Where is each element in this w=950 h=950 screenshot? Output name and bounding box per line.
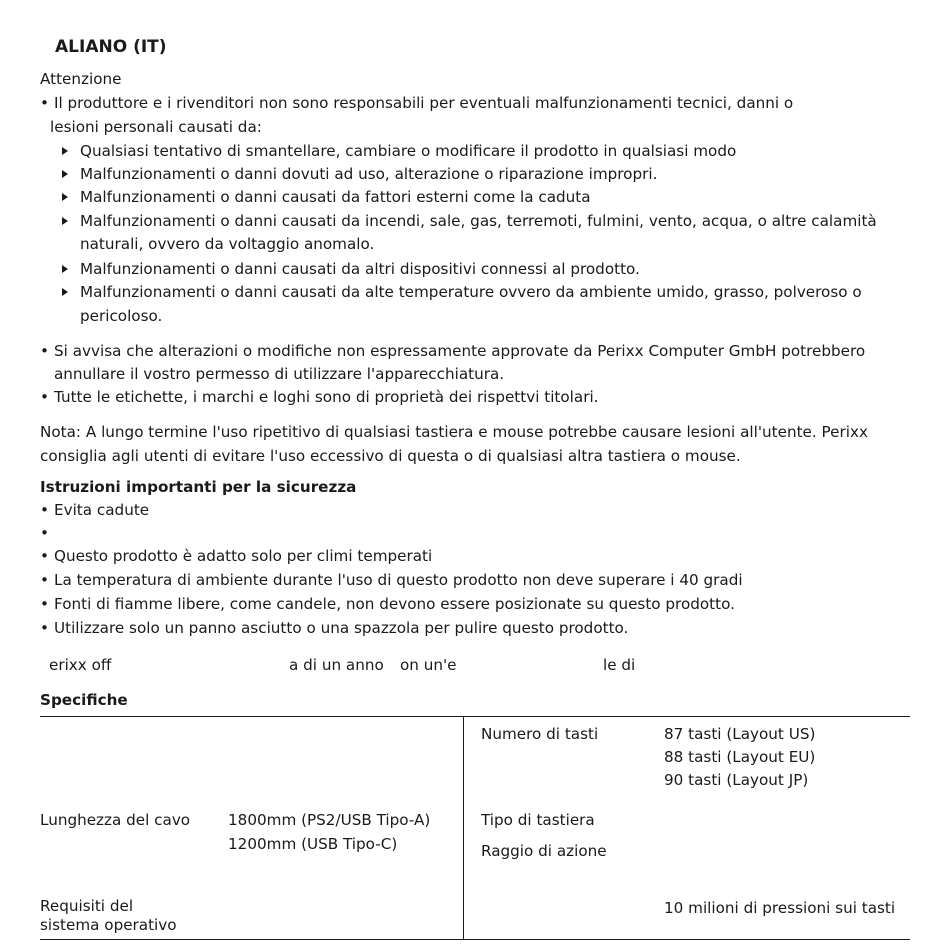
modification-notice-continued: annullare il vostro permesso di utilizzare l'apparecchiatura. [54,365,505,383]
disclaimer-intro: • Il produttore e i rivenditori non sono responsabili per eventuali malfunzionamenti tecnici, danni o [40,92,793,115]
disclaimer-item-continued: naturali, ovvero da voltaggio anomalo. [80,235,375,253]
disclaimer-item: Malfunzionamenti o danni causati da incendi, sale, gas, terremoti, fulmini, vento, acqua, o altre calamità [62,210,877,233]
specs-bottom-rule [40,939,910,940]
warranty-fragment: on un'e [400,656,457,674]
safety-item: • Utilizzare solo un panno asciutto o una spazzola per pulire questo prodotto. [40,617,628,640]
attention-heading: Attenzione [40,70,122,88]
warranty-fragment: a di un anno [289,656,384,674]
keyboard-type-label: Tipo di tastiera [481,811,595,829]
os-requirements-label: Requisiti del sistema operativo [40,897,177,934]
disclaimer-item: Malfunzionamenti o danni causati da alte temperature ovvero da ambiente umido, grasso, polveroso o [62,281,862,304]
safety-item [40,522,54,545]
specs-column-divider [463,716,464,940]
triangle-bullet-icon [62,147,68,155]
safety-item: • Questo prodotto è adatto solo per climi temperati [40,545,432,568]
operating-range-label: Raggio di azione [481,842,607,860]
health-note: Nota: A lungo termine l'uso ripetitivo di qualsiasi tastiera e mouse potrebbe causare lesioni all'utente. Perixx [40,423,868,441]
specs-heading: Specifiche [40,691,128,709]
safety-item: • Fonti di fiamme libere, come candele, non devono essere posizionate su questo prodotto. [40,593,735,616]
key-count-value: 90 tasti (Layout JP) [664,771,809,789]
triangle-bullet-icon [62,217,68,225]
health-note-continued: consiglia agli utenti di evitare l'uso eccessivo di questa o di qualsiasi altra tastiera o mouse. [40,447,741,465]
trademark-notice: • Tutte le etichette, i marchi e loghi sono di proprietà dei rispettvi titolari. [40,386,599,409]
disclaimer-item: Malfunzionamenti o danni causati da altri dispositivi connessi al prodotto. [62,258,640,281]
section-title: ALIANO (IT) [55,37,167,57]
key-lifespan-value: 10 milioni di pressioni sui tasti [664,899,896,917]
disclaimer-item: Malfunzionamenti o danni causati da fattori esterni come la caduta [62,186,591,209]
triangle-bullet-icon [62,193,68,201]
triangle-bullet-icon [62,288,68,296]
disclaimer-item-continued: pericoloso. [80,307,163,325]
triangle-bullet-icon [62,265,68,273]
disclaimer-item: Qualsiasi tentativo di smantellare, cambiare o modificare il prodotto in qualsiasi modo [62,140,736,163]
safety-item: • Evita cadute [40,499,149,522]
cable-length-value: 1800mm (PS2/USB Tipo-A) [228,811,431,829]
safety-heading: Istruzioni importanti per la sicurezza [40,478,357,496]
specs-top-rule [40,716,910,717]
disclaimer-item: Malfunzionamenti o danni dovuti ad uso, alterazione o riparazione impropri. [62,163,657,186]
key-count-value: 87 tasti (Layout US) [664,725,816,743]
cable-length-value: 1200mm (USB Tipo-C) [228,835,398,853]
safety-item: • La temperatura di ambiente durante l'uso di questo prodotto non deve superare i 40 gradi [40,569,743,592]
warranty-fragment: le di [603,656,636,674]
key-count-value: 88 tasti (Layout EU) [664,748,816,766]
disclaimer-intro-continued: lesioni personali causati da: [50,118,262,136]
triangle-bullet-icon [62,170,68,178]
modification-notice: • Si avvisa che alterazioni o modifiche non espressamente approvate da Perixx Computer GmbH potrebbero [40,340,865,363]
key-count-label: Numero di tasti [481,725,599,743]
cable-length-label: Lunghezza del cavo [40,811,191,829]
warranty-fragment: erixx off [49,656,112,674]
